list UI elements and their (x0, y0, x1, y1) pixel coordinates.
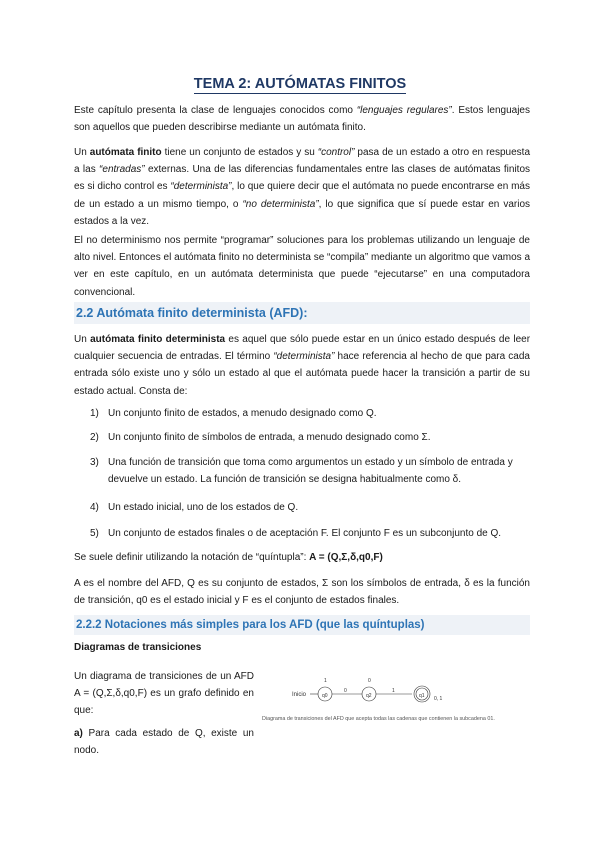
edge-label: 1 (324, 678, 327, 684)
intro-paragraph-1: Este capítulo presenta la clase de lenguajes conocidos como “lenguajes regulares”. Estos lenguajes son aquellos que pueden describirse mediante un autómata finito. (74, 105, 530, 134)
intro-paragraph-3: El no determinismo nos permite “programar” soluciones para los problemas utilizando un lenguaje de alto nivel. Entonces el autómata finito no determinista se “compila” mediante un algoritmo que vamos a ver en este capítulo, en un autómata determinista que puede “ejecutarse” en una computadora convencional. (74, 235, 530, 298)
afd-notation-description: A es el nombre del AFD, Q es su conjunto de estados, Σ son los símbolos de entrada, δ es la función de transición, q0 es el estado inicial y F es el conjunto de estados finales. (74, 578, 530, 607)
diagram-rule-a: a) Para cada estado de Q, existe un nodo. (74, 728, 254, 757)
edge-label: 1 (392, 688, 395, 694)
document-page: TEMA 2: AUTÓMATAS FINITOS Este capítulo presenta la clase de lenguajes conocidos como “lenguajes regulares”. Estos lenguajes son aquellos que pueden describirse mediante un autómata finito. Un autómata finito tiene un conjunto de estados y su “control” pasa de un estado a otro en respuesta a las “entradas” externas. Una de las diferencias fundamentales entre las clases de autómatas finitos es si dicho control es “determinista”, lo que quiere decir que el autómata no puede encontrarse en más de un estado a un mismo tiempo, o “no determinista”, lo que significa que sí puede estar en varios estados a la vez. El no determinismo nos permite “programar” soluciones para los problemas utilizando un lenguaje de alto nivel. Entonces el autómata finito no determinista se “compila” mediante un algoritmo que vamos a ver en este capítulo, en un autómata determinista que puede “ejecutarse” en una computadora convencional. 2.2 Autómata finito determinista (AFD): Un autómata finito determinista es aquel que sólo puede estar en un único estado después de leer cualquier secuencia de entradas. El término “determinista” hace referencia al hecho de que para cada entrada sólo existe uno y sólo un estado al que el autómata puede hacer la transición a partir de su estado actual. Consta de: 1) Un conjunto finito de estados, a menudo designado como Q. 2) Un conjunto finito de símbolos de entrada, a menudo designado como Σ. 3) Una función de transición que toma como argumentos un estado y un símbolo de entrada y devuelve un estado. La función de transición se designa habitualmente como δ. 4) Un estado inicial, uno de los estados de Q. 5) Un conjunto de estados finales o de aceptación F. El conjunto F es un subconjunto de Q. Se suele definir utilizando la notación de “quíntupla”: A = (Q,Σ,δ,q0,F) A es el nombre del AFD, Q es su conjunto de estados, Σ son los símbolos de entrada, δ es la función de transición, q0 es el estado inicial y F es el conjunto de estados finales. 2.2.2 Notaciones más simples para los AFD (que las quíntuplas) Diagramas de transiciones Un diagrama de transiciones de un AFD A = (Q,Σ,δ,q0,F) es un grafo definido en que: a) Para cada estado de Q, existe un nodo. Inicio q0 1 0 q2 0 1 q1 0, 1 Diagrama de transiciones del AFD que acepta todas las cadenas que contienen la subcadena 01. (0, 0, 600, 848)
edge-label: 0, 1 (434, 696, 443, 702)
afd-definition-paragraph: Un autómata finito determinista es aquel que sólo puede estar en un único estado después de leer cualquier secuencia de entradas. El término “determinista” hace referencia al hecho de que para cada entrada sólo existe uno y sólo un estado al que el autómata puede hacer la transición a partir de su estado actual. Consta de: (74, 334, 531, 397)
state-q2-label: q2 (366, 693, 372, 699)
intro-paragraph-2: Un autómata finito tiene un conjunto de estados y su “control” pasa de un estado a otro en respuesta a las “entradas” externas. Una de las diferencias fundamentales entre las clases de autómatas finitos es si dicho control es “determinista”, lo que quiere decir que el autómata no puede encontrarse en más de un estado a un mismo tiempo, o “no determinista”, lo que significa que sí puede estar en varios estados a la vez. (74, 147, 531, 227)
transition-diagram-figure (262, 672, 534, 732)
edge-label: 0 (344, 688, 347, 694)
figure-caption: Diagrama de transiciones del AFD que acepta todas las cadenas que contienen la subcadena 01. (262, 716, 495, 722)
edge-label: 0 (368, 678, 371, 684)
quintupla-line: Se suele definir utilizando la notación de “quíntupla”: A = (Q,Σ,δ,q0,F) (74, 552, 383, 563)
start-label: Inicio (292, 692, 307, 698)
state-q1-label: q1 (419, 693, 425, 699)
page-title: TEMA 2: AUTÓMATAS FINITOS (193, 76, 407, 92)
section-heading-afd: 2.2 Autómata finito determinista (AFD): (74, 302, 530, 324)
diagram-definition-paragraph: Un diagrama de transiciones de un AFD A = (Q,Σ,δ,q0,F) es un grafo definido en que: (74, 671, 254, 717)
section-heading-notaciones: 2.2.2 Notaciones más simples para los AFD (que las quíntuplas) (74, 615, 530, 635)
state-q0-label: q0 (322, 693, 328, 699)
subheading-diagramas: Diagramas de transiciones (74, 642, 202, 653)
